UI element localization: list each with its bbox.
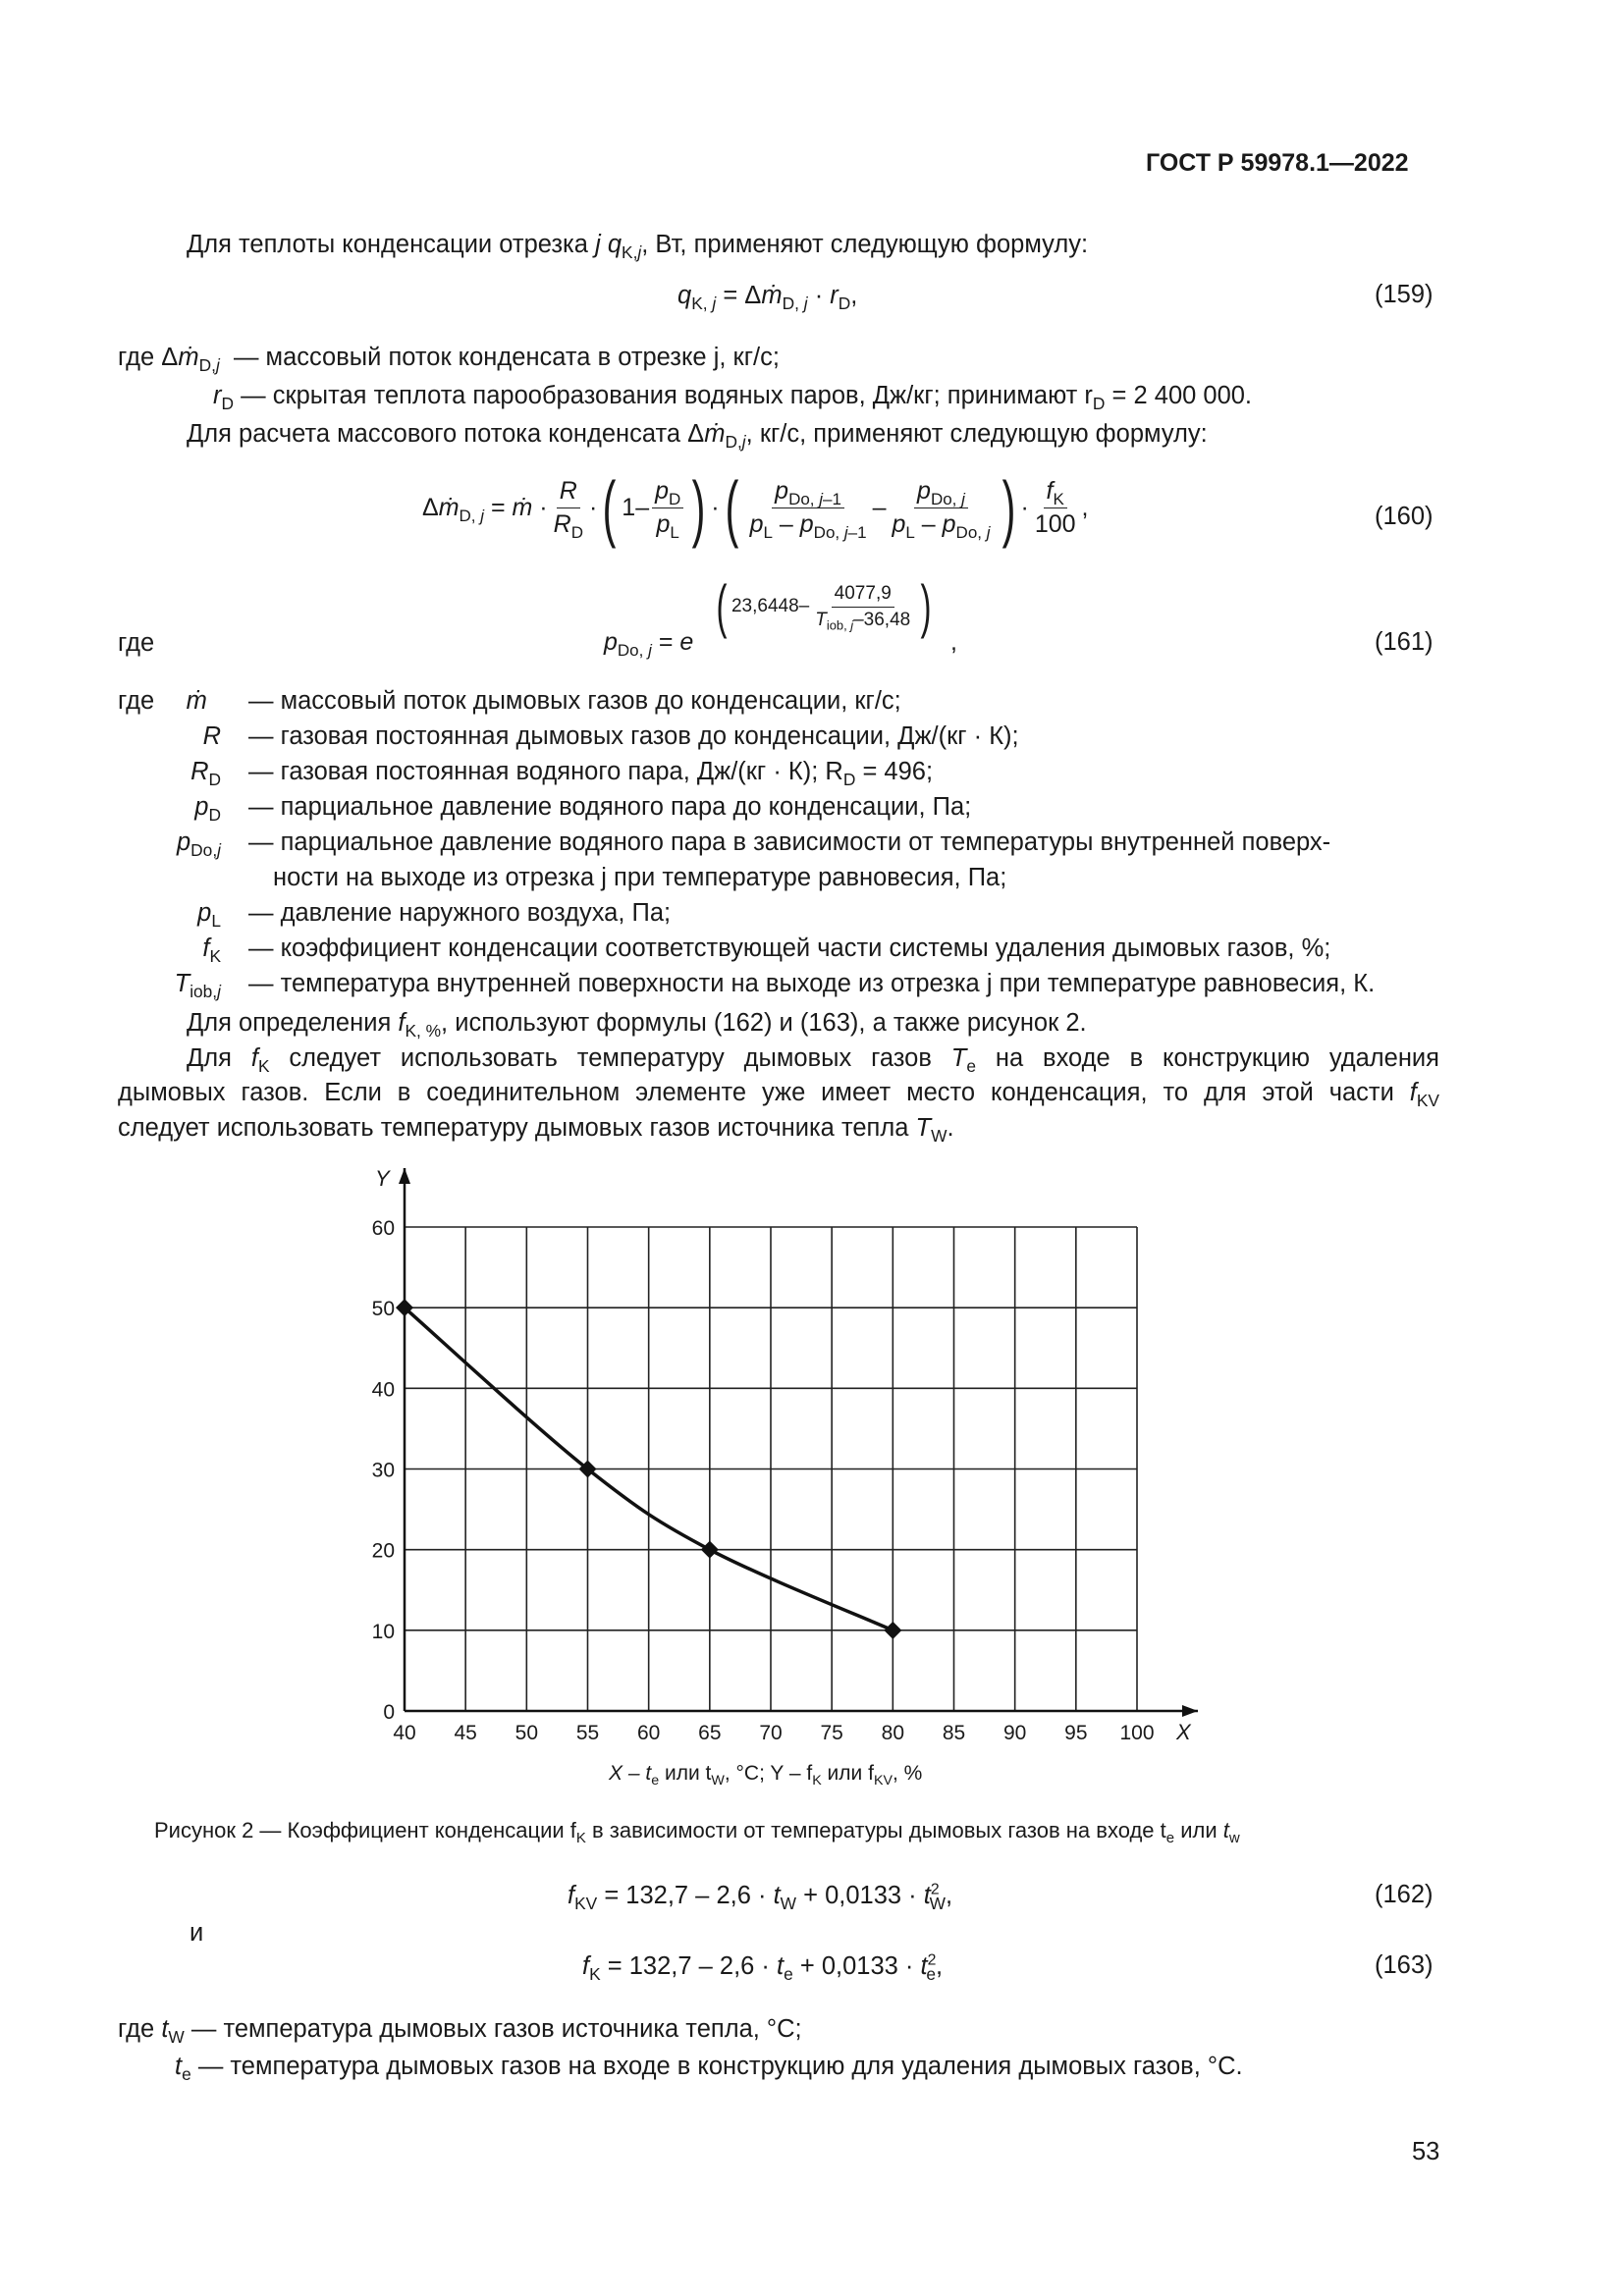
data-point-marker	[701, 1541, 719, 1559]
paragraph-2-line-3: следует использовать температуру дымовых газов источника тепла $T_W$.	[118, 1114, 954, 1147]
intro-160: Для расчета массового потока конденсата Δṁ$_{D,j}$, кг/с, применяют следующую формулу:	[187, 420, 1208, 453]
condensation-chart	[353, 1168, 1218, 1796]
def-symbol-fk: $f_K$	[202, 934, 221, 967]
x-tick-label: 50	[514, 1722, 539, 1744]
and-word: и	[189, 1919, 204, 1947]
page-number: 53	[1412, 2138, 1440, 2165]
x-tick-label: 90	[1002, 1722, 1027, 1744]
equation-159: $q_{K, j}$ = Δṁ$_{D, j}$ · $r_D$,	[677, 282, 858, 314]
x-axis-arrow	[1182, 1705, 1198, 1717]
y-tick-label: 50	[371, 1298, 395, 1321]
intro-159: Для теплоты конденсации отрезка j $q_{K,j}$, Вт, применяют следующую формулу:	[187, 231, 1089, 263]
figure-caption: Рисунок 2 — Коэффициент конденсации $f_K$ в зависимости от температуры дымовых газов на входе $t_e$ или $t_w$	[154, 1818, 1240, 1847]
equation-162: $f_{KV} = 132,7 - 2,6 \cdot t_W + 0,0133 \cdot t^2_W$,	[568, 1881, 953, 1914]
final-def-te: $t_e$ — температура дымовых газов на входе в конструкцию для удаления дымовых газов, °C.	[175, 2053, 1243, 2085]
equation-number-159: (159)	[1375, 281, 1434, 308]
paragraph-2-line-1: Для $f_K$ следует использовать температуру дымовых газов $T_e$ на входе в конструкцию удаления	[187, 1044, 1439, 1077]
paragraph-fk: Для определения $f_{K, \%}$, используют формулы (162) и (163), а также рисунок 2.	[187, 1009, 1087, 1041]
x-tick-label: 55	[575, 1722, 600, 1744]
y-tick-label: 0	[383, 1701, 395, 1724]
eq161-prefix: где	[118, 629, 155, 657]
def-symbol-r: R	[202, 722, 221, 750]
def-pdo-cont: ности на выходе из отрезка j при температуре равновесия, Па;	[273, 864, 1007, 891]
chart-grid	[405, 1227, 1137, 1711]
def-pdo: — парциальное давление водяного пара в зависимости от температуры внутренней поверх-	[248, 828, 1331, 856]
def-lead: где	[118, 687, 155, 715]
x-tick-label: 60	[636, 1722, 661, 1744]
x-tick-label: 100	[1119, 1722, 1155, 1744]
y-tick-label: 40	[371, 1378, 395, 1402]
chart-tick-labels	[372, 1217, 1155, 1744]
y-axis-label: Y	[375, 1168, 390, 1191]
x-tick-label: 40	[393, 1722, 416, 1744]
x-axis-label: X	[1176, 1720, 1191, 1744]
def-symbol-mdot: ṁ	[186, 687, 221, 715]
y-tick-label: 10	[371, 1620, 395, 1643]
x-tick-label: 65	[698, 1722, 722, 1744]
def-symbol-pd: $p_D$	[194, 793, 221, 826]
x-tick-label: 75	[820, 1722, 843, 1744]
def-rd: — газовая постоянная водяного пара, Дж/(кг · К); $R_D = 496$;	[248, 758, 934, 790]
x-tick-label: 80	[881, 1722, 905, 1744]
chart-axes	[375, 1168, 1198, 1744]
equation-number-161: (161)	[1375, 628, 1434, 656]
def-tiob: — температура внутренней поверхности на выходе из отрезка j при температуре равновесия, К.	[248, 970, 1376, 997]
y-tick-label: 60	[371, 1217, 395, 1240]
document-header: ГОСТ Р 59978.1—2022	[1146, 149, 1409, 177]
paragraph-2-line-2: дымовых газов. Если в соединительном элементе уже имеет место конденсация, то для этой части $f_{KV}$	[118, 1079, 1439, 1111]
chart-legend: X – $t_e$ или $t_W$, °C; Y – $f_K$ или $f_{KV}$, %	[609, 1762, 923, 1789]
def-pl: — давление наружного воздуха, Па;	[248, 899, 672, 927]
def-symbol-pdo: $p_{Do,j}$	[176, 828, 221, 861]
def-mdot: — массовый поток дымовых газов до конденсации, кг/с;	[248, 687, 901, 715]
y-tick-label: 20	[371, 1539, 395, 1563]
def-159-2: $r_D$ — скрытая теплота парообразования водяных паров, Дж/кг; принимают $r_D = 2$ 400 000.	[213, 382, 1253, 414]
def-symbol-rd: $R_D$	[190, 758, 221, 790]
def-pd: — парциальное давление водяного пара до конденсации, Па;	[248, 793, 972, 821]
final-def-tw: где $t_W$ — температура дымовых газов источника тепла, °C;	[118, 2015, 802, 2048]
y-axis-arrow	[399, 1168, 410, 1184]
def-r: — газовая постоянная дымовых газов до конденсации, Дж/(кг · К);	[248, 722, 1019, 750]
def-symbol-pl: $p_L$	[197, 899, 221, 932]
equation-160: Δṁ$_{D, j}$ = ṁ · $\frac{R}{R_D}$ · ( 1– $\frac{p_D}{p_L}$ ) · ( $\frac{p_{Do, j-1}}{p_L - p_{Do, j-1}}$ – $\frac{p_{Do, j}}{p_L - p_{Do, j}}$ ) · $\frac{f_K}{100}$ ,	[422, 466, 1089, 549]
def-159-1: где Δṁ$_{D,j}$ — массовый поток конденсата в отрезке j, кг/с;	[118, 344, 780, 376]
def-symbol-tiob: $T_{iob,j}$	[174, 970, 221, 1002]
x-tick-label: 45	[454, 1722, 477, 1744]
data-point-marker	[884, 1622, 901, 1639]
equation-number-162: (162)	[1375, 1881, 1434, 1908]
equation-163: $f_K = 132,7 - 2,6 \cdot t_e + 0,0133 \cdot t^2_e$,	[582, 1951, 944, 1985]
equation-number-163: (163)	[1375, 1951, 1434, 1979]
def-fk: — коэффициент конденсации соответствующей части системы удаления дымовых газов, %;	[248, 934, 1331, 962]
x-tick-label: 95	[1064, 1722, 1088, 1744]
x-tick-label: 70	[759, 1722, 783, 1744]
y-tick-label: 30	[371, 1459, 395, 1482]
equation-number-160: (160)	[1375, 503, 1434, 530]
x-tick-label: 85	[942, 1722, 966, 1744]
